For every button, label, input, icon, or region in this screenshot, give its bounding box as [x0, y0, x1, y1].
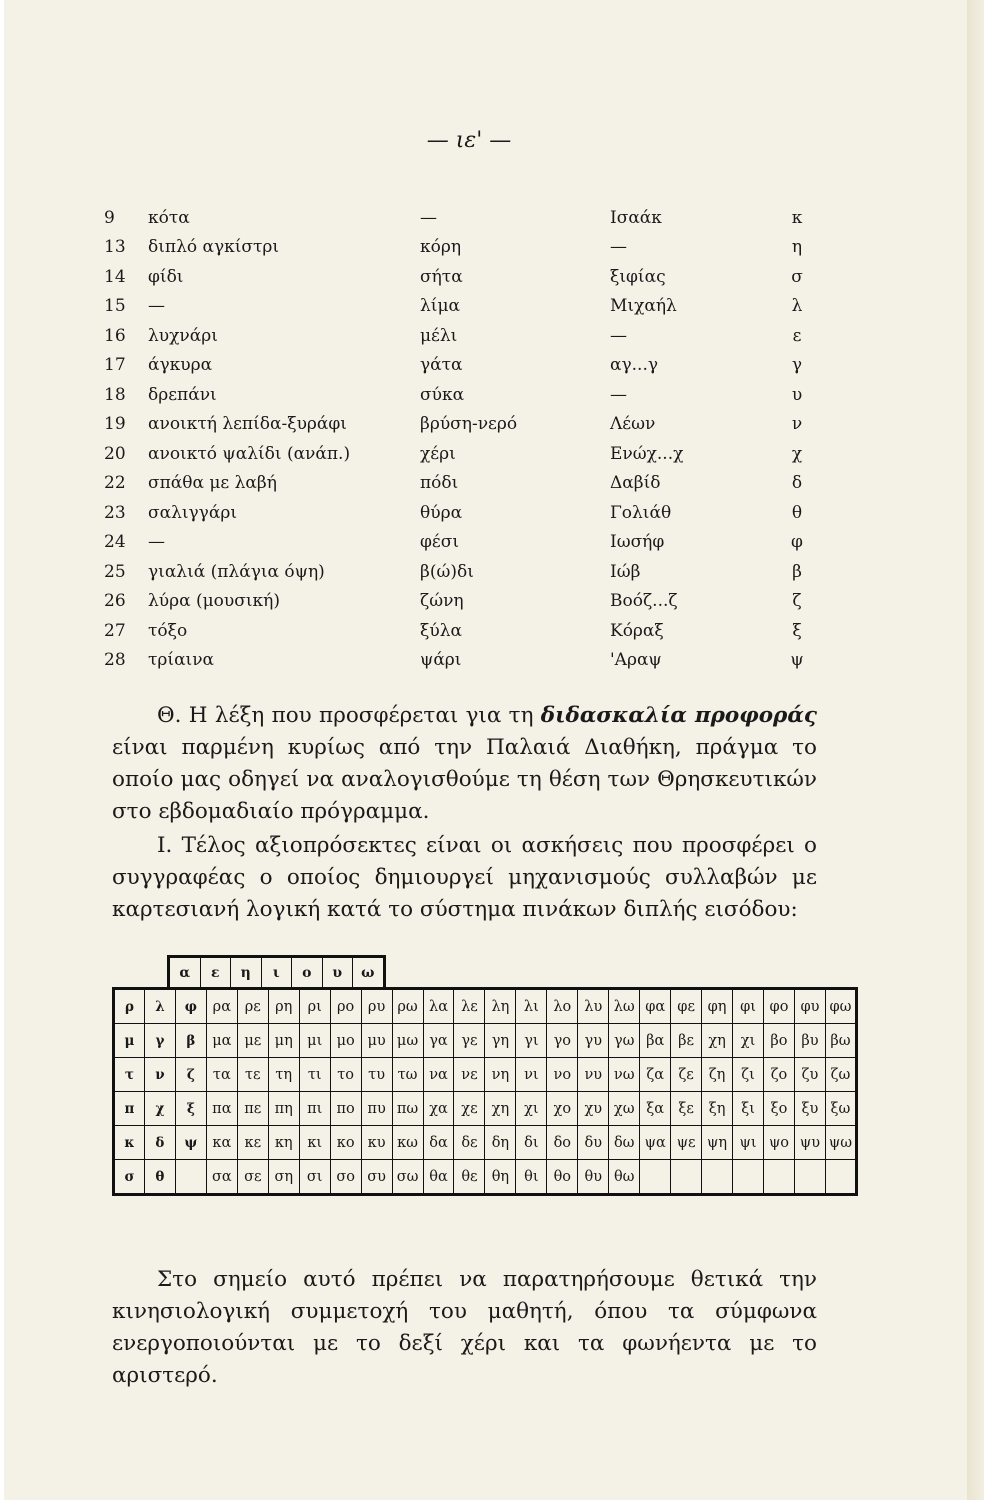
syllable-cell: σο — [330, 1160, 361, 1195]
syllable-cell: χο — [547, 1092, 578, 1126]
list-object: διπλό αγκίστρι — [148, 237, 280, 258]
syllable-cell: κυ — [361, 1126, 392, 1160]
syllable-cell: λε — [454, 989, 485, 1024]
syllable-cell: χυ — [578, 1092, 609, 1126]
syllable-cell: ζη — [702, 1058, 733, 1092]
syllable-cell: νε — [454, 1058, 485, 1092]
syllable-cell: τη — [268, 1058, 299, 1092]
syllable-cell: φο — [764, 989, 795, 1024]
list-number: 19 — [104, 414, 126, 435]
syllable-cell: ρι — [299, 989, 330, 1024]
syllable-cell: βα — [640, 1024, 671, 1058]
syllable-cell: νη — [485, 1058, 516, 1092]
consonant-cell: γ — [144, 1024, 175, 1058]
consonant-cell — [175, 1160, 206, 1195]
list-letter: λ — [791, 296, 803, 317]
syllable-cell: ρυ — [361, 989, 392, 1024]
consonant-cell: ξ — [175, 1092, 206, 1126]
syllable-cell: γα — [423, 1024, 454, 1058]
syllable-cell: νι — [516, 1058, 547, 1092]
syllable-cell: δη — [485, 1126, 516, 1160]
syllable-cell: ξε — [671, 1092, 702, 1126]
list-number: 28 — [104, 650, 126, 671]
syllable-cell — [733, 1160, 764, 1195]
consonant-cell: μ — [114, 1024, 145, 1058]
syllable-cell: λω — [609, 989, 640, 1024]
syllable-cell: ζυ — [794, 1058, 825, 1092]
list-letter: φ — [791, 532, 803, 553]
paragraph-final: Στο σημείο αυτό πρέπει να παρατηρήσουμε θετικά την κινησιολογική συμμετοχή του μαθητή, όπου τα σύμφωνα ενεργοποιούνται με το δεξί χέρι και τα φωνήεντα με το αριστερό. — [112, 1267, 817, 1388]
syllable-cell: χι — [733, 1024, 764, 1058]
syllable-cell: γυ — [578, 1024, 609, 1058]
list-letter: γ — [791, 355, 803, 376]
syllable-cell: γο — [547, 1024, 578, 1058]
list-name: Μιχαήλ — [610, 296, 677, 317]
consonant-cell: ψ — [175, 1126, 206, 1160]
paragraph-theta — [112, 700, 817, 828]
list-letter: χ — [791, 443, 803, 464]
list-object: ανοικτή λεπίδα-ξυράφι — [148, 414, 347, 435]
syllable-cell: χε — [454, 1092, 485, 1126]
vowel-cell: υ — [322, 957, 353, 989]
list-letter: β — [792, 561, 802, 582]
consonant-cell: π — [114, 1092, 145, 1126]
syllable-cell: δα — [423, 1126, 454, 1160]
list-name: Βοόζ...ζ — [610, 591, 678, 612]
syllable-cell: πε — [237, 1092, 268, 1126]
list-number: 22 — [104, 473, 126, 494]
syllable-cell — [671, 1160, 702, 1195]
list-name: — — [610, 384, 627, 405]
syllable-cell: ρη — [268, 989, 299, 1024]
list-row — [104, 469, 824, 499]
list-number: 23 — [104, 502, 126, 523]
syllable-cell: δω — [609, 1126, 640, 1160]
syllable-cell: χι — [516, 1092, 547, 1126]
syllable-cell: φη — [702, 989, 733, 1024]
list-object: λύρα (μουσική) — [148, 591, 280, 612]
syllable-cell: κο — [330, 1126, 361, 1160]
syllable-cell: το — [330, 1058, 361, 1092]
consonant-cell: σ — [114, 1160, 145, 1195]
paragraph-theta-before: Θ. Η λέξη που προσφέρεται για τη — [157, 703, 541, 728]
list-word: β(ώ)δι — [420, 561, 474, 582]
syllable-cell: δο — [547, 1126, 578, 1160]
list-word: φέσι — [420, 532, 459, 553]
list-word: σύκα — [420, 384, 465, 405]
syllable-cell: δε — [454, 1126, 485, 1160]
syllable-cell: ξι — [733, 1092, 764, 1126]
list-object: — — [148, 532, 165, 553]
syllable-cell: σα — [206, 1160, 237, 1195]
syllable-cell: κη — [268, 1126, 299, 1160]
syllable-cell: ψη — [702, 1126, 733, 1160]
list-name: — — [610, 237, 627, 258]
syllable-cell: δι — [516, 1126, 547, 1160]
syllable-cell: θο — [547, 1160, 578, 1195]
syllable-cell: θε — [454, 1160, 485, 1195]
syllable-cell: ψα — [640, 1126, 671, 1160]
syllable-cell: βε — [671, 1024, 702, 1058]
list-object: τόξο — [148, 620, 188, 641]
word-list-table — [104, 203, 824, 675]
list-word: ξύλα — [420, 620, 462, 641]
syllable-cell: ζε — [671, 1058, 702, 1092]
vowel-cell: ι — [261, 957, 292, 989]
syllable-cell: λη — [485, 989, 516, 1024]
list-word: μέλι — [420, 325, 458, 346]
list-number: 9 — [104, 207, 115, 228]
syllable-cell: νο — [547, 1058, 578, 1092]
list-name: — — [610, 325, 627, 346]
grid-row — [114, 989, 857, 1024]
list-object: δρεπάνι — [148, 384, 217, 405]
list-row — [104, 587, 824, 617]
consonant-cell: χ — [144, 1092, 175, 1126]
list-letter: ν — [791, 414, 803, 435]
syllable-cell: κε — [237, 1126, 268, 1160]
syllable-cell: ψω — [825, 1126, 856, 1160]
list-row — [104, 233, 824, 263]
syllable-cell: μη — [268, 1024, 299, 1058]
list-word: σήτα — [420, 266, 463, 287]
syllable-cell: φε — [671, 989, 702, 1024]
syllable-cell: πυ — [361, 1092, 392, 1126]
list-object: — — [148, 296, 165, 317]
syllable-cell: τι — [299, 1058, 330, 1092]
syllable-cell: τω — [392, 1058, 423, 1092]
syllable-cell: βυ — [794, 1024, 825, 1058]
list-name: Κόραξ — [610, 620, 664, 641]
vowel-cell: ω — [353, 957, 385, 989]
list-word: γάτα — [420, 355, 463, 376]
list-row — [104, 646, 824, 676]
syllable-cell: γω — [609, 1024, 640, 1058]
list-row — [104, 557, 824, 587]
consonant-cell: λ — [144, 989, 175, 1024]
list-word: βρύση-νερό — [420, 414, 518, 435]
consonant-cell: φ — [175, 989, 206, 1024]
syllable-cell: μυ — [361, 1024, 392, 1058]
list-name: Λέων — [610, 414, 656, 435]
syllable-cell: κα — [206, 1126, 237, 1160]
list-name: Ενώχ...χ — [610, 443, 684, 464]
syllable-cell: θω — [609, 1160, 640, 1195]
syllable-cell: ψε — [671, 1126, 702, 1160]
syllable-cell: γη — [485, 1024, 516, 1058]
syllable-cell: μι — [299, 1024, 330, 1058]
syllable-cell: ζα — [640, 1058, 671, 1092]
consonant-cell: ρ — [114, 989, 145, 1024]
paragraph-iota: Ι. Τέλος αξιοπρόσεκτες είναι οι ασκήσεις που προσφέρει ο συγγραφέας ο οποίος δημιουργεί μηχανισμούς συλλαβών με καρτεσιανή λογική κατά το σύστημα πινάκων διπλής εισόδου: — [112, 833, 817, 922]
list-row — [104, 262, 824, 292]
list-row — [104, 528, 824, 558]
list-letter: η — [791, 237, 803, 258]
list-word: — — [420, 207, 437, 228]
list-number: 24 — [104, 532, 126, 553]
book-page — [4, 0, 984, 1500]
list-word: χέρι — [420, 443, 456, 464]
syllable-cell: θι — [516, 1160, 547, 1195]
page-edge — [967, 0, 984, 1500]
list-object: τρίαινα — [148, 650, 215, 671]
syllable-cell: γε — [454, 1024, 485, 1058]
syllable-cell: ρα — [206, 989, 237, 1024]
vowel-cell: ε — [200, 957, 231, 989]
list-name: Ιώβ — [610, 561, 641, 582]
consonant-cell: τ — [114, 1058, 145, 1092]
syllable-cell: ξυ — [794, 1092, 825, 1126]
list-object: κότα — [148, 207, 190, 228]
syllable-cell: ψο — [764, 1126, 795, 1160]
syllable-cell: νυ — [578, 1058, 609, 1092]
paragraph-theta-after: είναι παρμένη κυρίως από την Παλαιά Διαθήκη, πράγμα το οποίο μας οδηγεί να αναλογισθούμε τη θέση των Θρησκευτικών στο εβδομαδιαίο πρόγραμμα. — [112, 735, 817, 824]
list-row — [104, 439, 824, 469]
syllable-cell — [825, 1160, 856, 1195]
syllable-cell: τυ — [361, 1058, 392, 1092]
syllable-cell: ρο — [330, 989, 361, 1024]
syllable-cell: μο — [330, 1024, 361, 1058]
list-word: ζώνη — [420, 591, 464, 612]
syllable-cell: θυ — [578, 1160, 609, 1195]
list-word: λίμα — [420, 296, 460, 317]
consonant-cell: ζ — [175, 1058, 206, 1092]
consonant-cell: β — [175, 1024, 206, 1058]
syllable-cell: γι — [516, 1024, 547, 1058]
syllable-cell: κω — [392, 1126, 423, 1160]
list-number: 16 — [104, 325, 126, 346]
page-header: — ιε' — — [426, 128, 512, 153]
syllable-cell: μω — [392, 1024, 423, 1058]
list-name: Ισαάκ — [610, 207, 662, 228]
list-row — [104, 498, 824, 528]
syllable-cell: λυ — [578, 989, 609, 1024]
syllable-cell: μα — [206, 1024, 237, 1058]
grid-row — [114, 1092, 857, 1126]
syllable-cell: βω — [825, 1024, 856, 1058]
syllable-cell: πο — [330, 1092, 361, 1126]
syllable-grid-table — [112, 987, 858, 1196]
syllable-cell: τε — [237, 1058, 268, 1092]
syllable-cell: χη — [702, 1024, 733, 1058]
list-number: 20 — [104, 443, 126, 464]
list-name: 'Αραψ — [610, 650, 662, 671]
syllable-cell: ξο — [764, 1092, 795, 1126]
list-row — [104, 292, 824, 322]
syllable-cell: ξη — [702, 1092, 733, 1126]
syllable-cell: ξω — [825, 1092, 856, 1126]
syllable-cell: ζο — [764, 1058, 795, 1092]
list-letter: υ — [791, 384, 803, 405]
list-row — [104, 380, 824, 410]
list-letter: ξ — [792, 620, 802, 641]
syllable-cell: πα — [206, 1092, 237, 1126]
list-number: 13 — [104, 237, 126, 258]
list-object: σπάθα με λαβή — [148, 473, 277, 494]
list-letter: σ — [791, 266, 803, 287]
list-letter: ψ — [790, 650, 804, 671]
syllable-cell — [764, 1160, 795, 1195]
list-number: 27 — [104, 620, 126, 641]
list-letter: δ — [791, 473, 803, 494]
syllable-cell: ση — [268, 1160, 299, 1195]
list-row — [104, 321, 824, 351]
consonant-cell: θ — [144, 1160, 175, 1195]
list-name: αγ...γ — [610, 355, 659, 376]
syllable-cell: πω — [392, 1092, 423, 1126]
list-number: 14 — [104, 266, 126, 287]
consonant-cell: κ — [114, 1126, 145, 1160]
list-word: πόδι — [420, 473, 459, 494]
syllable-cell: ζι — [733, 1058, 764, 1092]
syllable-cell: λα — [423, 989, 454, 1024]
list-row — [104, 203, 824, 233]
syllable-cell: χα — [423, 1092, 454, 1126]
syllable-cell — [702, 1160, 733, 1195]
syllable-cell — [640, 1160, 671, 1195]
list-object: γιαλιά (πλάγια όψη) — [148, 561, 325, 582]
syllable-cell: σι — [299, 1160, 330, 1195]
syllable-cell: κι — [299, 1126, 330, 1160]
syllable-cell: σε — [237, 1160, 268, 1195]
list-object: λυχνάρι — [148, 325, 218, 346]
syllable-cell: λο — [547, 989, 578, 1024]
list-row — [104, 616, 824, 646]
syllable-cell: πη — [268, 1092, 299, 1126]
list-word: θύρα — [420, 502, 463, 523]
list-number: 18 — [104, 384, 126, 405]
list-row — [104, 351, 824, 381]
list-number: 26 — [104, 591, 126, 612]
syllable-cell: λι — [516, 989, 547, 1024]
list-name: ξιφίας — [610, 266, 666, 287]
grid-row — [114, 1058, 857, 1092]
consonant-cell: ν — [144, 1058, 175, 1092]
list-name: Ιωσήφ — [610, 532, 665, 553]
syllable-cell: θη — [485, 1160, 516, 1195]
vowel-header-table — [167, 955, 386, 990]
vowel-cell: η — [231, 957, 262, 989]
list-number: 25 — [104, 561, 126, 582]
consonant-cell: δ — [144, 1126, 175, 1160]
syllable-cell: ψι — [733, 1126, 764, 1160]
syllable-cell: θα — [423, 1160, 454, 1195]
list-name: Γολιάθ — [610, 502, 672, 523]
grid-row — [114, 1126, 857, 1160]
syllable-cell: πι — [299, 1092, 330, 1126]
list-word: κόρη — [420, 237, 462, 258]
syllable-cell: ξα — [640, 1092, 671, 1126]
syllable-cell: χη — [485, 1092, 516, 1126]
syllable-cell: ρε — [237, 989, 268, 1024]
syllable-cell: φω — [825, 989, 856, 1024]
list-letter: κ — [791, 207, 803, 228]
list-letter: ζ — [792, 591, 802, 612]
syllable-cell: χω — [609, 1092, 640, 1126]
syllable-cell: συ — [361, 1160, 392, 1195]
syllable-cell: σω — [392, 1160, 423, 1195]
list-word: ψάρι — [420, 650, 462, 671]
vowel-cell: ο — [292, 957, 323, 989]
grid-row — [114, 1024, 857, 1058]
list-object: ανοικτό ψαλίδι (ανάπ.) — [148, 443, 351, 464]
syllable-cell: ψυ — [794, 1126, 825, 1160]
syllable-cell: δυ — [578, 1126, 609, 1160]
grid-row — [114, 1160, 857, 1195]
list-letter: ε — [792, 325, 802, 346]
paragraph-theta-emphasis: διδασκαλία προφοράς — [540, 703, 817, 728]
list-row — [104, 410, 824, 440]
syllable-cell: φι — [733, 989, 764, 1024]
syllable-cell: τα — [206, 1058, 237, 1092]
syllable-cell: νω — [609, 1058, 640, 1092]
vowel-cell: α — [169, 957, 201, 989]
syllable-cell: φυ — [794, 989, 825, 1024]
list-object: φίδι — [148, 266, 184, 287]
list-object: σαλιγγάρι — [148, 502, 237, 523]
syllable-cell — [794, 1160, 825, 1195]
syllable-cell: με — [237, 1024, 268, 1058]
list-object: άγκυρα — [148, 355, 213, 376]
syllable-cell: βο — [764, 1024, 795, 1058]
list-number: 17 — [104, 355, 126, 376]
syllable-cell: ρω — [392, 989, 423, 1024]
syllable-cell: να — [423, 1058, 454, 1092]
list-name: Δαβίδ — [610, 473, 661, 494]
syllable-cell: φα — [640, 989, 671, 1024]
list-number: 15 — [104, 296, 126, 317]
list-letter: θ — [791, 502, 803, 523]
syllable-cell: ζω — [825, 1058, 856, 1092]
